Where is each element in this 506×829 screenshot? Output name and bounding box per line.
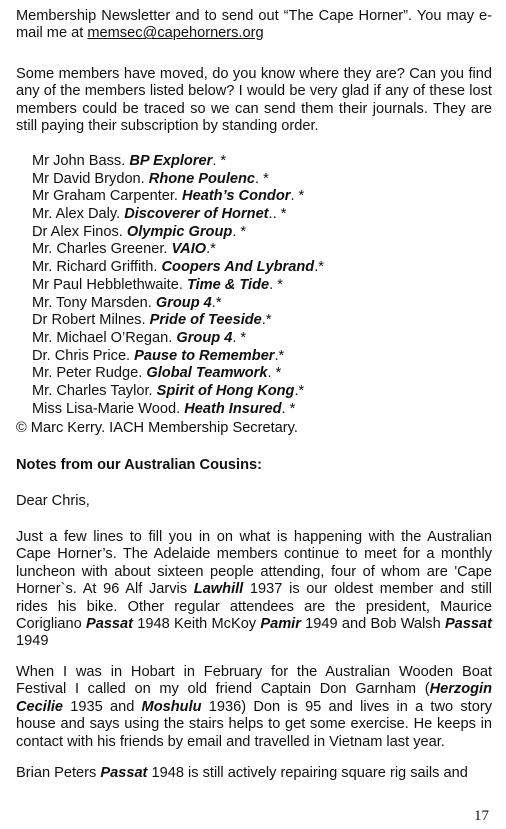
- member-name: Mr. Charles Taylor.: [32, 382, 157, 399]
- member-suffix: .*: [206, 241, 216, 258]
- member-suffix: . *: [267, 365, 282, 382]
- member-name: Miss Lisa-Marie Wood.: [32, 400, 185, 417]
- lost-members-paragraph: Some members have moved, do you know where they are? Can you find any of the members listed below? I would be very glad if any of these lost members could be traced so we can send them their journals. They are still paying their subscription by standing order.: [16, 66, 492, 135]
- member-vessel: Heath’s Condor: [182, 188, 291, 205]
- member-name: Mr Graham Carpenter.: [32, 188, 183, 205]
- intro-paragraph: [16, 8, 492, 43]
- ship-name: Herzogin Cecilie: [16, 681, 492, 715]
- member-name: Mr. Peter Rudge.: [32, 365, 147, 382]
- paragraph-2: When I was in Hobart in February for the Australian Wooden Boat Festival I called on my old friend Captain Don Garnham (Herzogin Cecilie 1935 and Moshulu 1936) Don is 95 and lives in a two story house and says using the stairs helps to get some exercise. He keeps in contact with his friends by email and travelled in Vietnam last year.: [16, 664, 492, 750]
- member-name: Mr. Charles Greener.: [32, 241, 172, 258]
- member-row: [32, 330, 472, 348]
- member-row: [32, 365, 472, 383]
- ship-name: Passat: [85, 616, 134, 633]
- member-vessel: VAIO: [171, 241, 207, 258]
- member-row: [32, 241, 472, 259]
- member-vessel: Spirit of Hong Kong: [156, 382, 295, 399]
- member-row: [32, 224, 472, 242]
- member-name: Mr David Brydon.: [32, 170, 149, 187]
- member-row: [32, 383, 472, 401]
- ship-name: Pamir: [260, 616, 301, 633]
- member-vessel: Group 4: [155, 294, 212, 311]
- page-number: 17: [474, 808, 489, 824]
- member-name: Mr. Michael O’Regan.: [32, 329, 177, 346]
- member-vessel: BP Explorer: [129, 153, 213, 169]
- lost-members-list: [32, 153, 472, 418]
- member-name: Mr John Bass.: [32, 153, 130, 169]
- member-suffix: .*: [261, 312, 272, 329]
- member-suffix: . *: [232, 223, 247, 240]
- member-row: [32, 312, 472, 330]
- member-vessel: Group 4: [176, 329, 233, 346]
- ship-name: Lawhill: [193, 581, 244, 598]
- paragraph-3: Brian Peters Passat 1948 is still actively repairing square rig sails and: [16, 765, 468, 781]
- salutation: Dear Chris,: [16, 493, 90, 509]
- member-suffix: . *: [232, 329, 247, 346]
- member-name: Mr. Richard Griffith.: [32, 259, 162, 276]
- member-name: Mr Paul Hebblethwaite.: [32, 276, 187, 293]
- member-row: [32, 206, 472, 224]
- member-row: [32, 153, 472, 171]
- signature: © Marc Kerry. IACH Membership Secretary.: [16, 420, 298, 436]
- member-row: [32, 348, 472, 366]
- member-suffix: .*: [211, 294, 222, 311]
- member-row: [32, 259, 472, 277]
- ship-name: Passat: [100, 765, 148, 781]
- member-vessel: Heath Insured: [184, 400, 282, 417]
- member-vessel: Olympic Group: [126, 223, 233, 240]
- member-vessel: Discoverer of Hornet: [124, 206, 269, 223]
- member-name: Dr Alex Finos.: [32, 223, 127, 240]
- member-row: [32, 401, 472, 419]
- member-vessel: Pride of Teeside: [149, 312, 262, 329]
- member-vessel: Time & Tide: [186, 276, 270, 293]
- member-suffix: . *: [269, 276, 283, 293]
- member-suffix: . *: [281, 400, 296, 417]
- member-row: [32, 277, 472, 295]
- member-suffix: .*: [314, 259, 324, 276]
- paragraph-1: Just a few lines to fill you in on what is happening with the Australian Cape Horner’s. The Adelaide members continue to meet for a monthly luncheon with about sixteen people attending, four of whom are 'Cape Horner`s. At 96 Alf Jarvis Lawhill 1937 is our oldest member and still rides his bike. Other regular attendees are the president, Maurice Corigliano Passat 1948 Keith McKoy Pamir 1949 and Bob Walsh Passat 1949: [16, 529, 493, 650]
- member-suffix: . *: [290, 188, 305, 205]
- member-row: [32, 295, 472, 313]
- member-name: Dr Robert Milnes.: [32, 312, 150, 329]
- member-vessel: Pause to Remember: [134, 347, 275, 364]
- member-suffix: .. *: [268, 206, 287, 223]
- ship-name: Passat: [444, 616, 493, 633]
- member-row: [32, 188, 472, 206]
- ship-name: Moshulu: [141, 698, 202, 715]
- member-suffix: .*: [274, 347, 285, 364]
- member-suffix: . *: [212, 153, 227, 169]
- member-vessel: Global Teamwork: [146, 365, 268, 382]
- email-link[interactable]: memsec@capehorners.org: [87, 25, 264, 42]
- member-vessel: Coopers And Lybrand: [161, 259, 315, 276]
- intro-text: Membership Newsletter and to send out “The Cape Horner”. You may e-mail me at: [16, 8, 492, 42]
- member-name: Mr. Tony Marsden.: [32, 294, 156, 311]
- member-suffix: .*: [294, 382, 305, 399]
- member-suffix: . *: [255, 170, 269, 187]
- member-row: [32, 171, 472, 189]
- member-vessel: Rhone Poulenc: [148, 170, 256, 187]
- section-heading: Notes from our Australian Cousins:: [16, 457, 262, 473]
- member-name: Mr. Alex Daly.: [32, 206, 125, 223]
- member-name: Dr. Chris Price.: [32, 347, 135, 364]
